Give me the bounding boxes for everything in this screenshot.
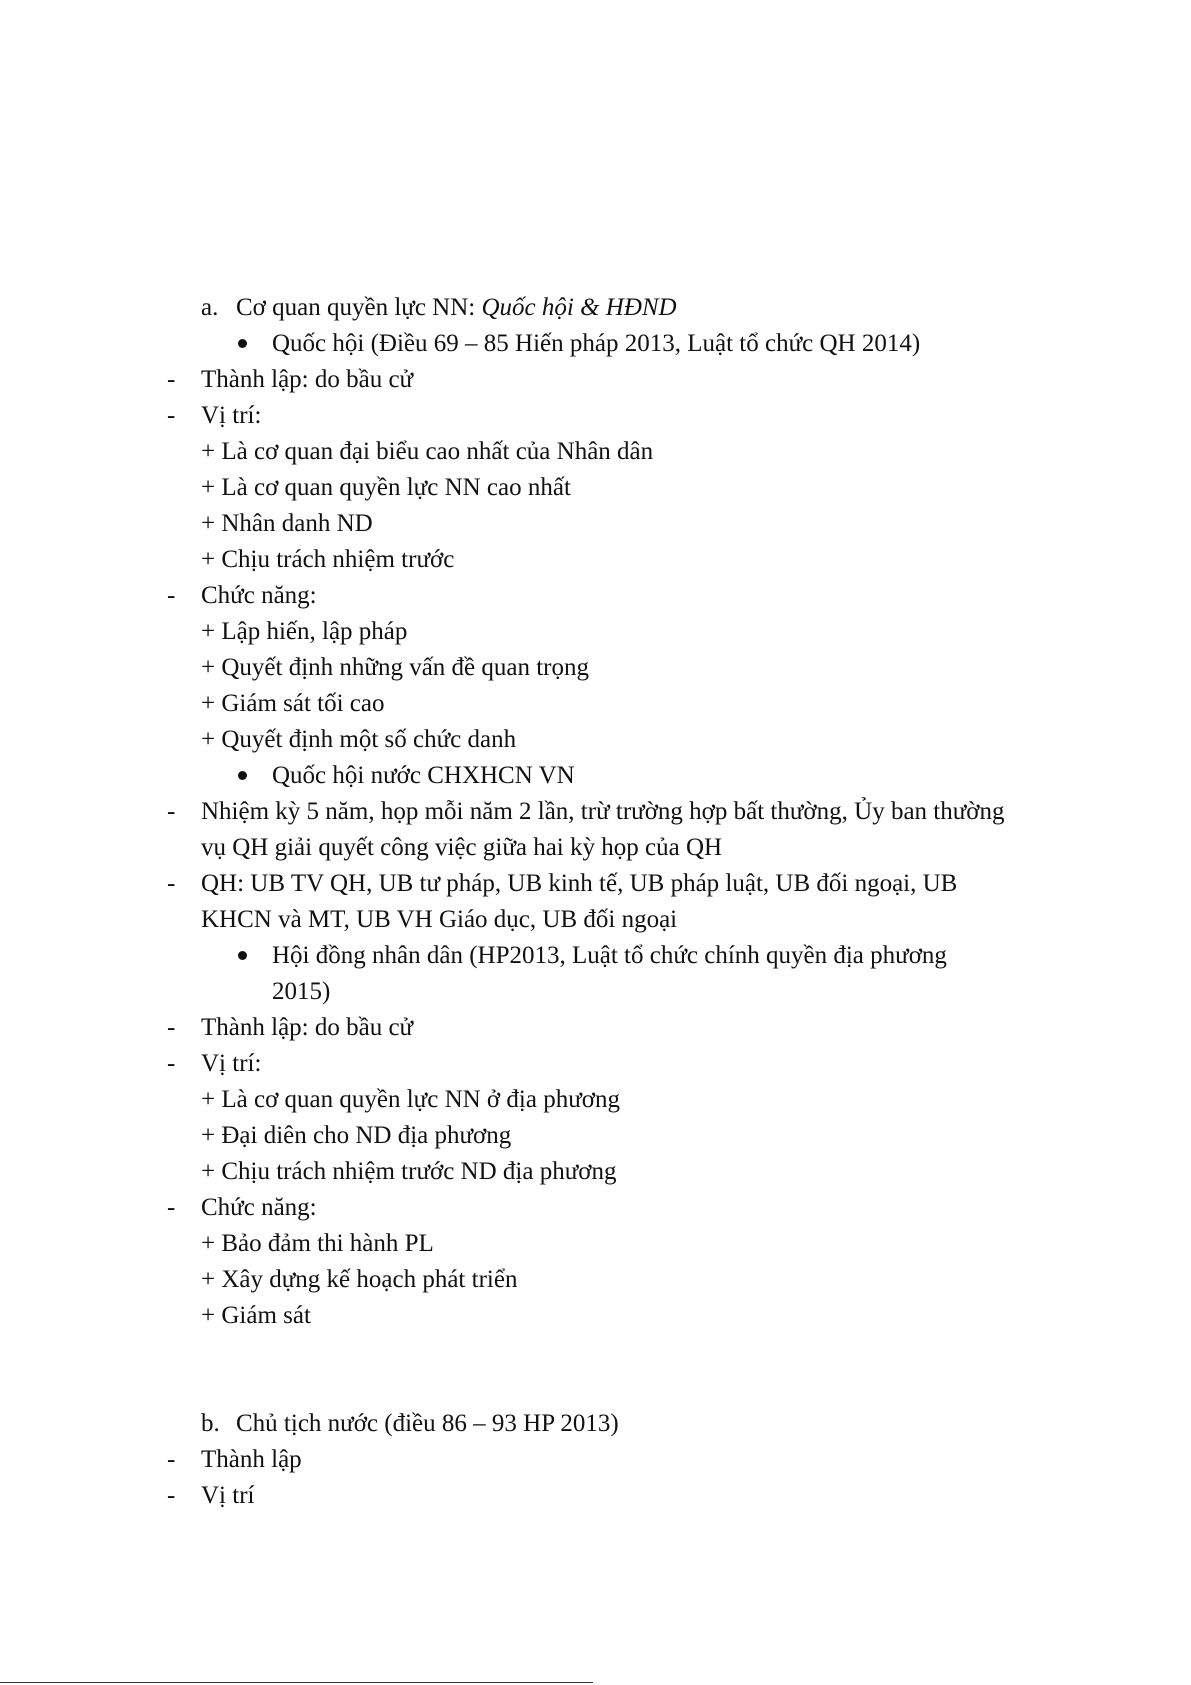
dash-marker: - bbox=[167, 402, 176, 429]
hdnd-chuc-nang-item: + Bảo đảm thi hành PL bbox=[201, 1230, 434, 1257]
nhiem-ky-line-2: vụ QH giải quyết công việc giữa hai kỳ họp của QH bbox=[201, 834, 723, 861]
hdnd-vi-tri-item: + Đại diên cho ND địa phương bbox=[201, 1122, 512, 1149]
section-a-text: Cơ quan quyền lực NN: bbox=[236, 294, 482, 321]
qh-chuc-nang: Chức năng: bbox=[201, 582, 317, 609]
bullet-icon bbox=[238, 771, 247, 780]
section-b-marker: b. bbox=[201, 1410, 220, 1437]
hdnd-chuc-nang: Chức năng: bbox=[201, 1194, 317, 1221]
dash-marker: - bbox=[167, 366, 176, 393]
qh-committees-line-2: KHCN và MT, UB VH Giáo dục, UB đối ngoại bbox=[201, 906, 678, 933]
qh-nuoc-heading: Quốc hội nước CHXHCN VN bbox=[272, 762, 575, 789]
section-a-heading bbox=[236, 293, 677, 323]
nhiem-ky-line-1: Nhiệm kỳ 5 năm, họp mỗi năm 2 lần, trừ trường hợp bất thường, Ủy ban thường bbox=[201, 798, 1005, 825]
hdnd-chuc-nang-item: + Xây dựng kế hoạch phát triển bbox=[201, 1266, 518, 1293]
hdnd-heading-line-1: Hội đồng nhân dân (HP2013, Luật tổ chức chính quyền địa phương bbox=[272, 942, 947, 969]
qh-thanh-lap: Thành lập: do bầu cử bbox=[201, 366, 414, 393]
qh-vi-tri-item: + Là cơ quan đại biểu cao nhất của Nhân dân bbox=[201, 438, 654, 465]
dash-marker: - bbox=[167, 1014, 176, 1041]
dash-marker: - bbox=[167, 582, 176, 609]
section-b-heading: Chủ tịch nước (điều 86 – 93 HP 2013) bbox=[236, 1410, 619, 1437]
bullet-icon bbox=[238, 951, 247, 960]
qh-chuc-nang-item: + Giám sát tối cao bbox=[201, 690, 385, 717]
hdnd-chuc-nang-item: + Giám sát bbox=[201, 1302, 311, 1329]
hdnd-vi-tri: Vị trí: bbox=[201, 1050, 262, 1077]
dash-marker: - bbox=[167, 1446, 176, 1473]
hdnd-vi-tri-item: + Là cơ quan quyền lực NN ở địa phương bbox=[201, 1086, 620, 1113]
qh-chuc-nang-item: + Quyết định những vấn đề quan trọng bbox=[201, 654, 590, 681]
bullet-icon bbox=[238, 339, 247, 348]
ctn-vi-tri: Vị trí bbox=[201, 1482, 255, 1509]
qh-chuc-nang-item: + Lập hiến, lập pháp bbox=[201, 618, 408, 645]
footnote-separator bbox=[0, 1682, 593, 1683]
dash-marker: - bbox=[167, 798, 176, 825]
qh-chuc-nang-item: + Quyết định một số chức danh bbox=[201, 726, 517, 753]
qh-vi-tri-item: + Nhân danh ND bbox=[201, 510, 373, 537]
dash-marker: - bbox=[167, 1194, 176, 1221]
section-a-emphasis: Quốc hội & HĐND bbox=[481, 294, 677, 321]
hdnd-vi-tri-item: + Chịu trách nhiệm trước ND địa phương bbox=[201, 1158, 617, 1185]
quoc-hoi-heading: Quốc hội (Điều 69 – 85 Hiến pháp 2013, Luật tổ chức QH 2014) bbox=[272, 330, 921, 357]
hdnd-heading-line-2: 2015) bbox=[272, 978, 331, 1005]
qh-vi-tri-item: + Là cơ quan quyền lực NN cao nhất bbox=[201, 474, 571, 501]
dash-marker: - bbox=[167, 1482, 176, 1509]
section-a-marker: a. bbox=[201, 294, 219, 321]
dash-marker: - bbox=[167, 1050, 176, 1077]
dash-marker: - bbox=[167, 870, 176, 897]
hdnd-thanh-lap: Thành lập: do bầu cử bbox=[201, 1014, 414, 1041]
ctn-thanh-lap: Thành lập bbox=[201, 1446, 302, 1473]
qh-vi-tri-item: + Chịu trách nhiệm trước bbox=[201, 546, 455, 573]
qh-vi-tri: Vị trí: bbox=[201, 402, 262, 429]
qh-committees-line-1: QH: UB TV QH, UB tư pháp, UB kinh tế, UB pháp luật, UB đối ngoại, UB bbox=[201, 870, 958, 897]
